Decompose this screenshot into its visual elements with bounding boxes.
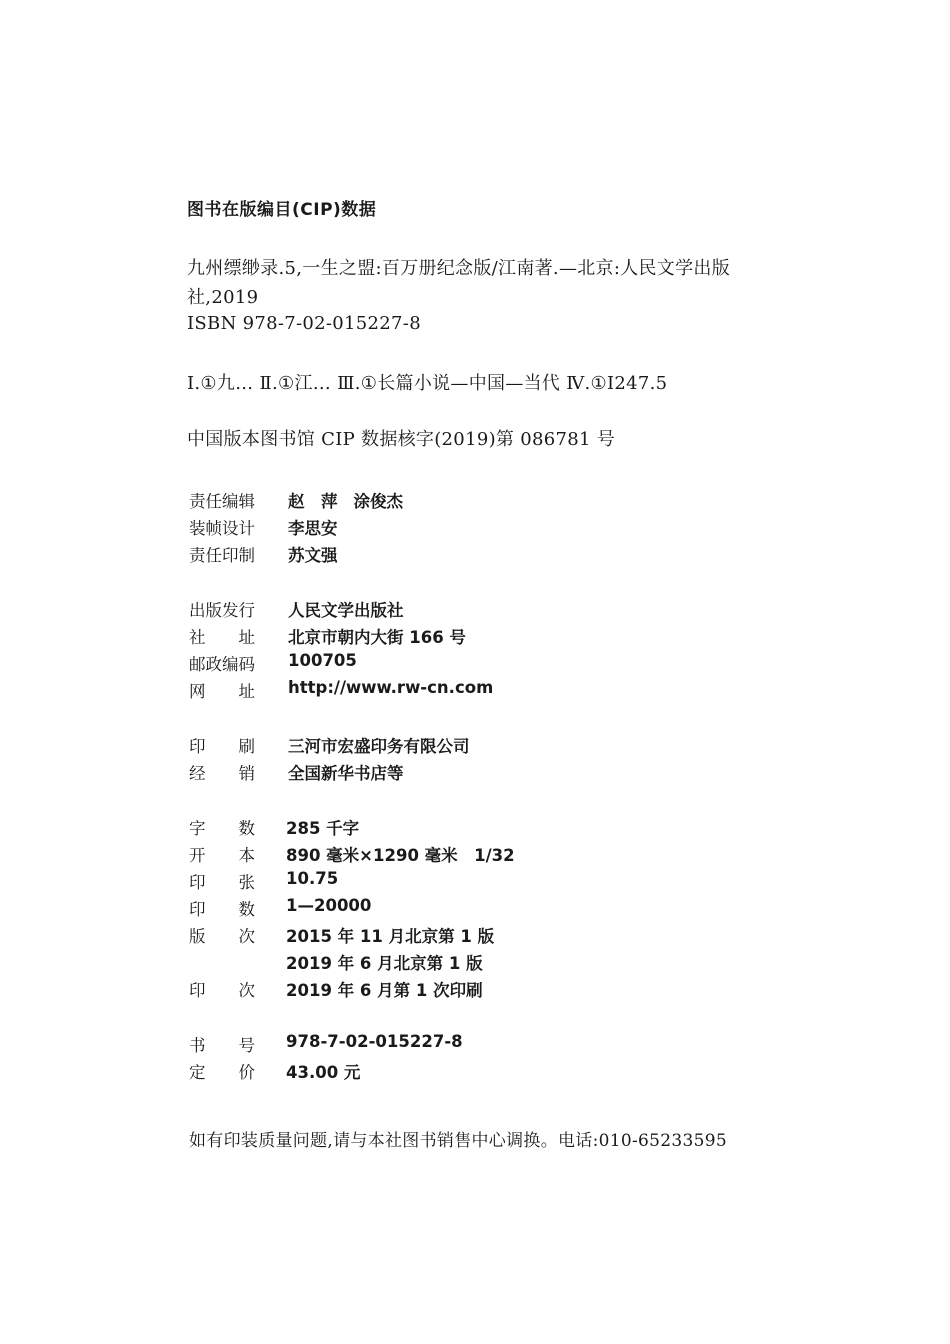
spec-value: 2015 年 11 月北京第 1 版 <box>286 927 495 946</box>
quality-notice: 如有印装质量问题,请与本社图书销售中心调换。电话:010-65233595 <box>189 1131 727 1151</box>
printing-label: 印 刷 <box>189 737 255 756</box>
publisher-value: 北京市朝内大街 166 号 <box>288 628 466 647</box>
website-link: http://www.rw-cn.com <box>288 678 494 697</box>
book-label: 定 价 <box>189 1063 255 1082</box>
editor-name-2: 涂俊杰 <box>353 492 403 511</box>
spec-label: 字 数 <box>189 819 255 838</box>
book-label: 书 号 <box>189 1036 255 1055</box>
price-value: 43.00 元 <box>286 1063 361 1082</box>
spec-value: 2019 年 6 月北京第 1 版 <box>286 954 483 973</box>
spec-label: 印 数 <box>189 900 255 919</box>
spec-label: 版 次 <box>189 927 255 946</box>
cip-line-2: 社,2019 <box>187 287 259 308</box>
printing-value: 全国新华书店等 <box>288 764 404 783</box>
cip-library-number: 中国版本图书馆 CIP 数据核字(2019)第 086781 号 <box>187 429 616 450</box>
cip-isbn: ISBN 978-7-02-015227-8 <box>187 313 421 334</box>
spec-value: 2019 年 6 月第 1 次印刷 <box>286 981 483 1000</box>
publisher-value: 100705 <box>288 651 357 670</box>
spec-value: 10.75 <box>286 869 339 888</box>
cip-line-1: 九州缥缈录.5,一生之盟:百万册纪念版/江南著.—北京:人民文学出版 <box>187 258 731 279</box>
spec-label: 印 张 <box>189 873 255 892</box>
isbn-value: 978-7-02-015227-8 <box>286 1032 463 1051</box>
cip-heading: 图书在版编目(CIP)数据 <box>187 200 377 220</box>
staff-label: 责任编辑 <box>189 492 255 511</box>
spec-value: 285 千字 <box>286 819 360 838</box>
publisher-label: 社 址 <box>189 628 255 647</box>
cip-classification: Ⅰ.①九… Ⅱ.①江… Ⅲ.①长篇小说—中国—当代 Ⅳ.①I247.5 <box>187 373 668 394</box>
staff-label: 装帧设计 <box>189 519 255 538</box>
spec-value: 1—20000 <box>286 896 372 915</box>
publisher-label: 出版发行 <box>189 601 255 620</box>
staff-label: 责任印制 <box>189 546 255 565</box>
spec-label: 印 次 <box>189 981 255 1000</box>
spec-value: 890 毫米×1290 毫米 1/32 <box>286 846 515 865</box>
publisher-label: 网 址 <box>189 682 255 701</box>
staff-value: 苏文强 <box>288 546 338 565</box>
spec-label: 开 本 <box>189 846 255 865</box>
printing-label: 经 销 <box>189 764 255 783</box>
printing-value: 三河市宏盛印务有限公司 <box>288 737 470 756</box>
publisher-label: 邮政编码 <box>189 655 255 674</box>
editor-name-1: 赵 萍 <box>288 492 338 511</box>
staff-value: 李思安 <box>288 519 338 538</box>
staff-value <box>288 488 403 512</box>
publisher-value: 人民文学出版社 <box>288 601 404 620</box>
